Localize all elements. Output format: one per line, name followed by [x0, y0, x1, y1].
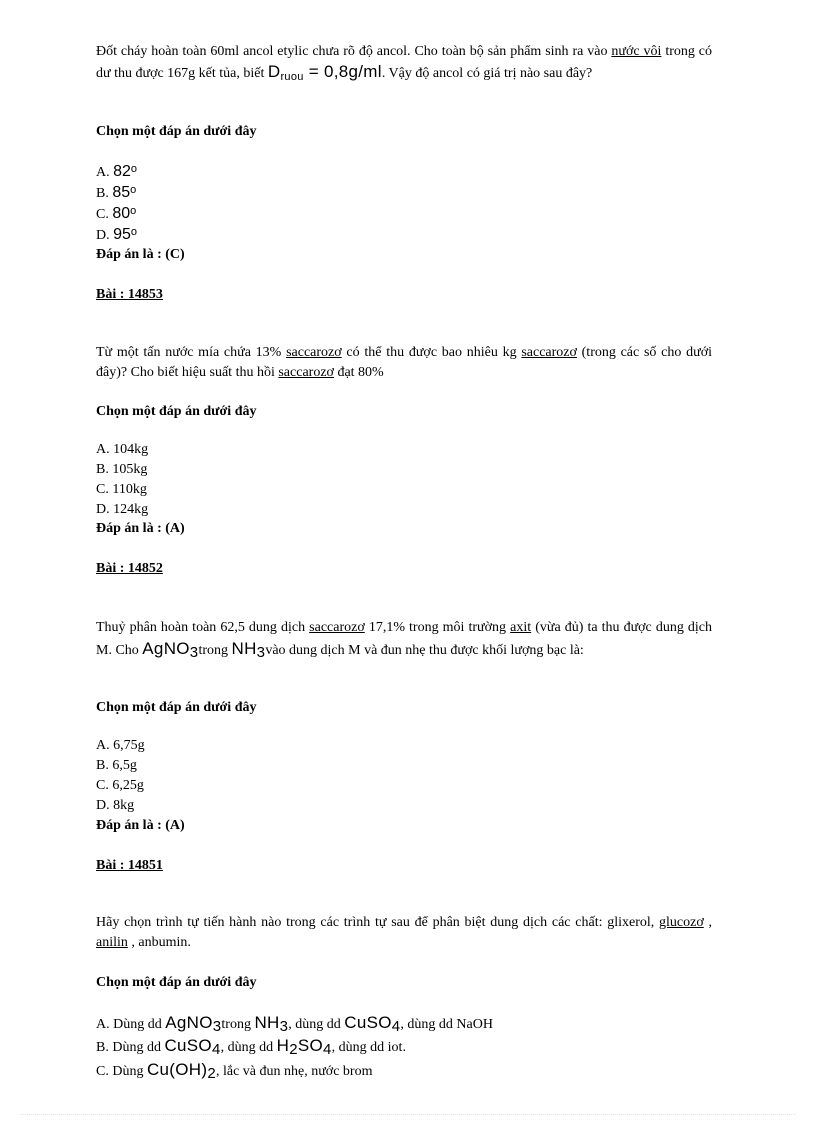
q1-link-nuoc-voi[interactable]: nước vôi [611, 44, 662, 59]
q3-option-b[interactable]: B. 6,5g [96, 758, 137, 773]
q3-prompt: Chọn một đáp án dưới đây [96, 700, 257, 715]
formula-cuoh2: Cu(OH)2 [146, 1060, 216, 1082]
q2-prompt: Chọn một đáp án dưới đây [96, 404, 257, 419]
q3-link-saccarozo[interactable]: saccarozơ [309, 620, 365, 635]
question-1-text [96, 42, 712, 87]
q1-prompt: Chọn một đáp án dưới đây [96, 124, 257, 139]
q1-text-part: trong có dư thu được 167g kết tủa, biết [96, 44, 712, 81]
q1-text-part: . Vậy độ ancol có giá trị nào sau đây? [381, 66, 593, 81]
q3-formula-agno3: AgNO3 [142, 639, 199, 661]
q3-title: Bài : 14852 [96, 561, 163, 576]
q1-density-formula: Druou = 0,8g/ml [267, 62, 382, 83]
q2-option-b[interactable]: B. 105kg [96, 462, 148, 477]
page-bottom-divider [20, 1114, 796, 1115]
q3-option-c[interactable]: C. 6,25g [96, 778, 144, 793]
q4-option-c[interactable]: C. Dùng Cu(OH)2, lắc và đun nhẹ, nước brom [96, 1060, 373, 1082]
formula-nh3: NH3 [254, 1013, 289, 1035]
formula-cuso4: CuSO4 [344, 1013, 401, 1035]
q2-option-c[interactable]: C. 110kg [96, 482, 147, 497]
question-4-text: Hãy chọn trình tự tiến hành nào trong các trình tự sau để phân biệt dung dịch các chất: glixerol, glucozơ , anilin , anbumin. [96, 915, 712, 950]
q2-answer: Đáp án là : (A) [96, 521, 185, 536]
q4-option-b[interactable]: B. Dùng dd CuSO4, dùng dd H2SO4, dùng dd iot. [96, 1036, 406, 1058]
q3-answer: Đáp án là : (A) [96, 818, 185, 833]
q4-link-anilin[interactable]: anilin [96, 935, 128, 950]
q1-option-d[interactable]: D. 95$^o$ [96, 226, 138, 243]
q1-option-b[interactable]: B. 85$^o$ [96, 184, 137, 201]
q2-link-saccarozo[interactable]: saccarozơ [521, 345, 577, 360]
q3-formula-nh3: NH3 [231, 639, 266, 661]
q1-answer: Đáp án là : (C) [96, 247, 185, 262]
q4-prompt: Chọn một đáp án dưới đây [96, 975, 257, 990]
q3-option-d[interactable]: D. 8kg [96, 798, 135, 813]
q1-option-a[interactable]: A. 82$^o$ [96, 163, 138, 180]
q1-option-c[interactable]: C. 80$^o$ [96, 205, 137, 222]
q2-title: Bài : 14853 [96, 287, 163, 302]
formula-agno3: AgNO3 [165, 1013, 222, 1035]
q1-text-part: Đốt cháy hoàn toàn 60ml ancol etylic chưa rõ độ ancol. Cho toàn bộ sản phẩm sinh ra vào [96, 44, 612, 59]
q3-link-axit[interactable]: axit [510, 620, 532, 635]
q4-link-glucozo[interactable]: glucozơ [659, 915, 704, 930]
q2-link-saccarozo[interactable]: saccarozơ [278, 365, 334, 380]
q4-title: Bài : 14851 [96, 858, 163, 873]
formula-cuso4: CuSO4 [164, 1036, 221, 1058]
q3-option-a[interactable]: A. 6,75g [96, 738, 145, 753]
q4-option-a[interactable]: A. Dùng dd AgNO3trong NH3, dùng dd CuSO4, dùng dd NaOH [96, 1013, 493, 1035]
q2-option-d[interactable]: D. 124kg [96, 502, 149, 517]
q2-option-a[interactable]: A. 104kg [96, 442, 149, 457]
q2-link-saccarozo[interactable]: saccarozơ [286, 345, 342, 360]
formula-h2so4: H2SO4 [276, 1036, 332, 1058]
question-3-text: Thuỷ phân hoàn toàn 62,5 dung dịch saccarozơ 17,1% trong môi trường axit (vừa đủ) ta thu được dung dịch M. Cho AgNO3trong NH3vào dung dịch M và đun nhẹ thu được khối lượng bạc là: [96, 620, 713, 661]
question-2-text: Từ một tấn nước mía chứa 13% saccarozơ có thể thu được bao nhiêu kg saccarozơ (trong các số cho dưới đây)? Cho biết hiệu suất thu hồi saccarozơ đạt 80% [96, 345, 712, 380]
